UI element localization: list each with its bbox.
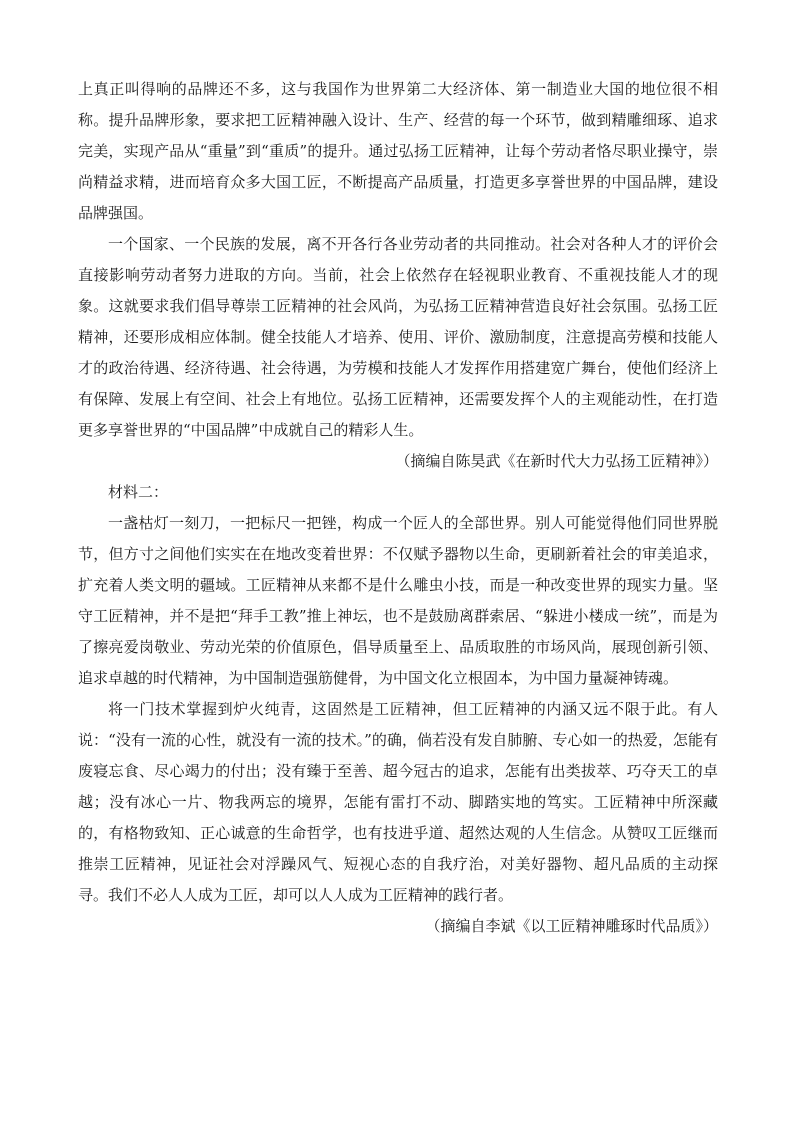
material1-paragraph-2: 一个国家、一个民族的发展，离不开各行各业劳动者的共同推动。社会对各种人才的评价会直接影响劳动者努力进取的方向。当前，社会上依然存在轻视职业教育、不重视技能人才的现象。这就要求我们倡导尊崇工匠精神的社会风尚，为弘扬工匠精神营造良好社会氛围。弘扬工匠精神，还要形成相应体制。健全技能人才培养、使用、评价、激励制度，注意提高劳模和技能人才的政治待遇、经济待遇、社会待遇，为劳模和技能人才发挥作用搭建宽广舞台，使他们经济上有保障、发展上有空间、社会上有地位。弘扬工匠精神，还需要发挥个人的主观能动性，在打造更多享誉世界的“中国品牌”中成就自己的精彩人生。 — [78, 235, 718, 439]
material2-heading: 材料二： — [108, 483, 169, 501]
material1-source: （摘编自陈昊武《在新时代大力弘扬工匠精神》） — [395, 452, 718, 470]
material1-paragraph-1: 上真正叫得响的品牌还不多，这与我国作为世界第二大经济体、第一制造业大国的地位很不相称。提升品牌形象，要求把工匠精神融入设计、生产、经营的每一个环节，做到精雕细琢、追求完美，实现产品从“重量”到“重质”的提升。通过弘扬工匠精神，让每个劳动者恪尽职业操守，崇尚精益求精，进而培育众多大国工匠，不断提高产品质量，打造更多享誉世界的中国品牌，建设品牌强国。 — [78, 80, 718, 222]
material2-paragraph-2: 将一门技术掌握到炉火纯青，这固然是工匠精神，但工匠精神的内涵又远不限于此。有人说：“没有一流的心性，就没有一流的技术。”的确，倘若没有发自肺腑、专心如一的热爱，怎能有废寝忘食、尽心竭力的付出；没有臻于至善、超今冠古的追求，怎能有出类拔萃、巧夺天工的卓越；没有冰心一片、物我两忘的境界，怎能有雷打不动、脚踏实地的笃实。工匠精神中所深藏的，有格物致知、正心诚意的生命哲学，也有技进乎道、超然达观的人生信念。从赞叹工匠继而推崇工匠精神，见证社会对浮躁风气、短视心态的自我疗治，对美好器物、超凡品质的主动探寻。我们不必人人成为工匠，却可以人人成为工匠精神的践行者。 — [78, 700, 718, 904]
document-page — [78, 74, 718, 942]
material2-paragraph-1: 一盏枯灯一刻刀，一把标尺一把锉，构成一个匠人的全部世界。别人可能觉得他们同世界脱节，但方寸之间他们实实在在地改变着世界：不仅赋予器物以生命，更刷新着社会的审美追求，扩充着人类文明的疆域。工匠精神从来都不是什么雕虫小技，而是一种改变世界的现实力量。坚守工匠精神，并不是把“拜手工教”推上神坛，也不是鼓励离群索居、“躲进小楼成一统”，而是为了擦亮爱岗敬业、劳动光荣的价值原色，倡导质量至上、品质取胜的市场风尚，展现创新引领、追求卓越的时代精神，为中国制造强筋健骨，为中国文化立根固本，为中国力量凝神铸魂。 — [78, 514, 718, 687]
material2-source: （摘编自李斌《以工匠精神雕琢时代品质》） — [425, 917, 718, 935]
